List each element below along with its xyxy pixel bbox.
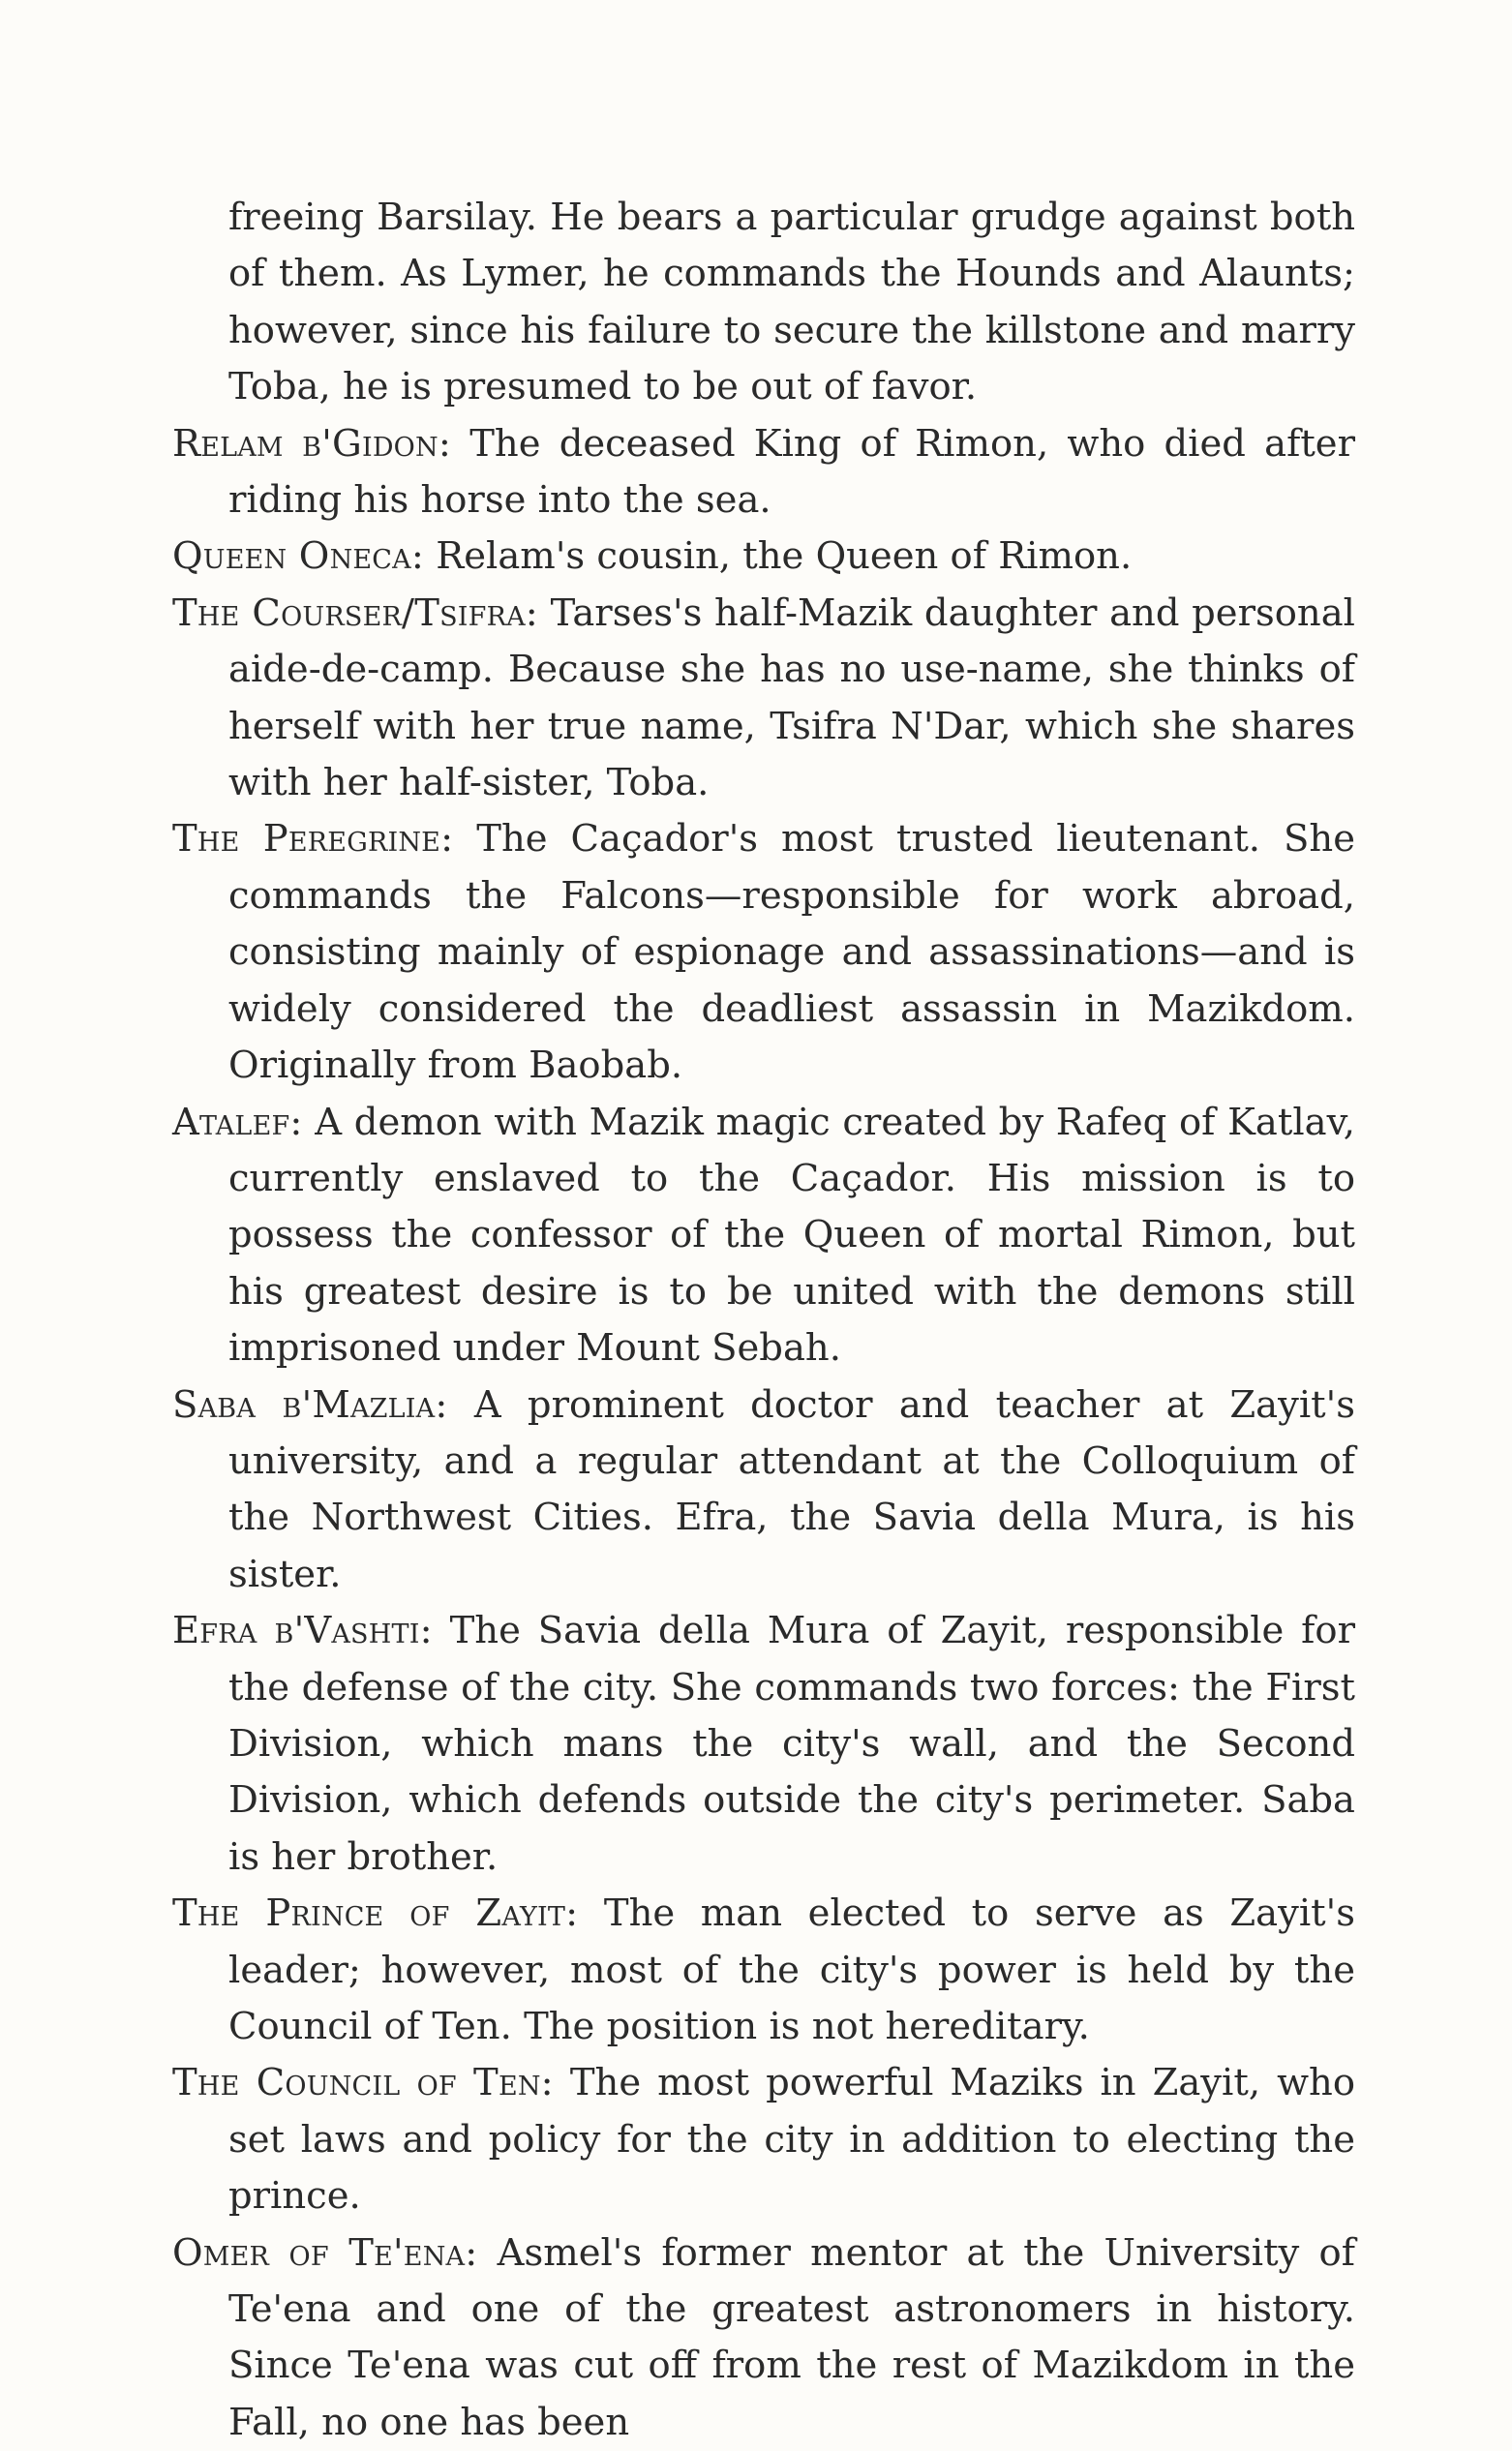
- glossary-entry-council: [172, 2055, 1355, 2224]
- entry-text: The man elected to serve as Zayit's leader; however, most of the city's power is held by the Council of Ten. The position is not hereditary.: [228, 1891, 1355, 2048]
- entry-term: The Council of Ten:: [172, 2061, 554, 2105]
- glossary-entry-peregrine: [172, 811, 1355, 1094]
- glossary-entry-saba: [172, 1377, 1355, 1604]
- entry-text: The most powerful Maziks in Zayit, who set laws and policy for the city in addition to electing the prince.: [228, 2061, 1356, 2219]
- entry-text: Asmel's former mentor at the University of Te'ena and one of the greatest astronomers in history. Since Te'ena was cut off from the rest of Mazikdom in the Fall, no one has been: [228, 2230, 1355, 2444]
- entry-text: Tarses's half-Mazik daughter and personal aide-de-camp. Because she has no use-name, she thinks of herself with her true name, Tsifra N'Dar, which she shares with her half-sister, Toba.: [228, 590, 1355, 805]
- entry-text: The Caçador's most trusted lieutenant. She commands the Falcons—responsible for work abroad, consisting mainly of espionage and assassinations—and is widely considered the deadliest assassin in Mazikdom. Originally from Baobab.: [228, 817, 1355, 1088]
- entry-text: A prominent doctor and teacher at Zayit's university, and a regular attendant at the Colloquium of the Northwest Cities. Efra, the Savia della Mura, is his sister.: [228, 1382, 1355, 1596]
- entry-term: Saba b'Mazlia:: [172, 1382, 448, 1427]
- glossary-entry-courser: [172, 586, 1355, 812]
- entry-term: The Peregrine:: [172, 817, 454, 862]
- glossary-text: [172, 190, 1355, 2451]
- entry-text: The deceased King of Rimon, who died after riding his horse into the sea.: [228, 421, 1355, 523]
- glossary-entry-omer: [172, 2225, 1355, 2451]
- entry-text: The Savia della Mura of Zayit, responsible for the defense of the city. She commands two forces: the First Division, which mans the city's wall, and the Second Division, which defends outside the city's perimeter. Saba is her brother.: [228, 1609, 1355, 1879]
- entry-term: The Courser/Tsifra:: [172, 590, 538, 635]
- entry-term: Relam b'Gidon:: [172, 421, 452, 466]
- entry-term: Atalef:: [172, 1100, 303, 1144]
- entry-term: Queen Oneca:: [172, 534, 425, 579]
- glossary-entry-oneca: [172, 529, 1355, 585]
- entry-text: freeing Barsilay. He bears a particular grudge against both of them. As Lymer, he commands the Hounds and Alaunts; however, since his failure to secure the killstone and marry Toba, he is presumed to be out of favor.: [228, 196, 1355, 409]
- glossary-entry-continued: [172, 190, 1355, 416]
- glossary-entry-efra: [172, 1603, 1355, 1886]
- entry-text: A demon with Mazik magic created by Rafeq of Katlav, currently enslaved to the Caçador. His mission is to possess the confessor of the Queen of mortal Rimon, but his greatest desire is to be united with the demons still imprisoned under Mount Sebah.: [228, 1100, 1355, 1371]
- glossary-entry-relam: [172, 416, 1355, 530]
- entry-text: Relam's cousin, the Queen of Rimon.: [424, 534, 1133, 579]
- entry-term: Efra b'Vashti:: [172, 1609, 433, 1653]
- entry-term: Omer of Te'ena:: [172, 2230, 478, 2275]
- glossary-entry-atalef: [172, 1095, 1355, 1377]
- glossary-entry-prince: [172, 1886, 1355, 2055]
- entry-term: The Prince of Zayit:: [172, 1891, 579, 1936]
